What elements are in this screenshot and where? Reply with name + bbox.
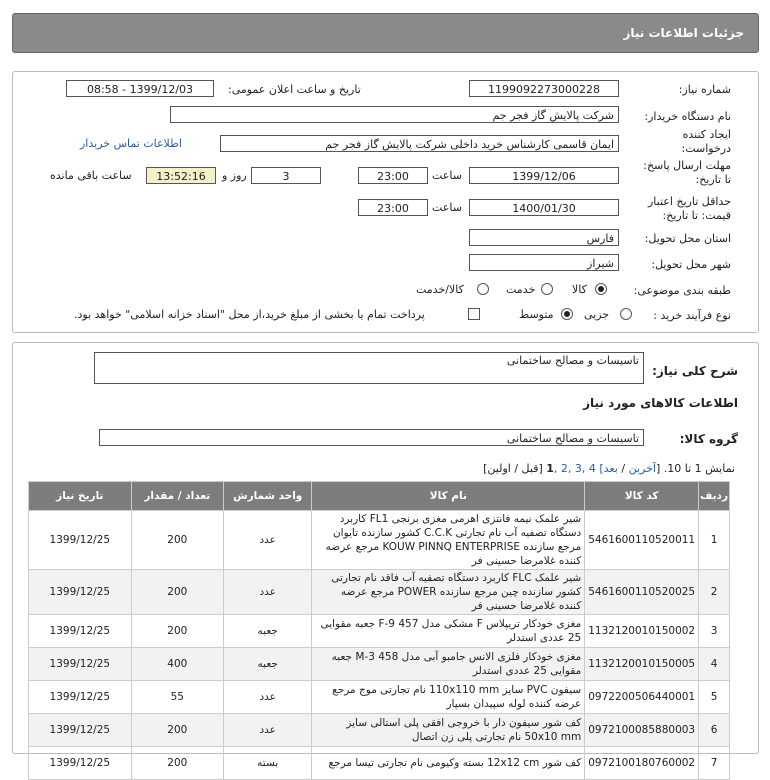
goods-code: 1132120010150002 bbox=[585, 615, 699, 648]
need-date: 1399/12/25 bbox=[29, 714, 132, 747]
goods-name: کف شور 12x12 cm بسته وکیومی نام تجارتی تیسا مرجع bbox=[312, 747, 585, 780]
col-qty-header: تعداد / مقدار bbox=[131, 482, 223, 511]
goods-name: کف شور سیفون دار با خروجی افقی پلی استالی سایز 50x10 mm نام تجارتی پلی زن اتصال bbox=[312, 714, 585, 747]
days-label: روز و bbox=[222, 169, 247, 182]
need-date: 1399/12/25 bbox=[29, 648, 132, 681]
announce-label: تاریخ و ساعت اعلان عمومی: bbox=[228, 83, 361, 96]
category-goods-radio[interactable] bbox=[595, 283, 607, 295]
need-date: 1399/12/25 bbox=[29, 615, 132, 648]
goods-qty: 55 bbox=[131, 681, 223, 714]
col-code-header: کد کالا bbox=[585, 482, 699, 511]
table-row[interactable] bbox=[29, 747, 730, 780]
table-row[interactable] bbox=[29, 570, 730, 615]
row-number: 5 bbox=[699, 681, 730, 714]
buyer-contact-link[interactable]: اطلاعات تماس خریدار bbox=[80, 137, 182, 150]
goods-code: 5461600110520025 bbox=[585, 570, 699, 615]
col-name-header: نام کالا bbox=[312, 482, 585, 511]
category-goods-service-radio[interactable] bbox=[477, 283, 489, 295]
goods-unit: عدد bbox=[223, 511, 312, 570]
announce-field: 1399/12/03 - 08:58 bbox=[66, 80, 214, 97]
goods-name: شیر علمک نیمه فانتزی اهرمی مغزی برنجی FL1 کاربرد دستگاه تصفیه آب نام تجارتی C.C.K کشور سازنده تایوان مرجع سازنده KOUW PINNQ ENTERPRISE مرجع عرضه کننده غلامرضا حسینی فر bbox=[312, 511, 585, 570]
goods-qty: 200 bbox=[131, 615, 223, 648]
goods-qty: 200 bbox=[131, 570, 223, 615]
table-row[interactable] bbox=[29, 615, 730, 648]
remaining-time-field: 13:52:16 bbox=[146, 167, 216, 184]
need-date: 1399/12/25 bbox=[29, 511, 132, 570]
goods-code: 0972200506440001 bbox=[585, 681, 699, 714]
process-medium-radio[interactable] bbox=[561, 308, 573, 320]
need-date: 1399/12/25 bbox=[29, 681, 132, 714]
goods-qty: 200 bbox=[131, 511, 223, 570]
goods-code: 0972100085880003 bbox=[585, 714, 699, 747]
validity-date-field: 1400/01/30 bbox=[469, 199, 619, 216]
deadline-time-label: ساعت bbox=[432, 169, 462, 182]
city-field: شیراز bbox=[469, 254, 619, 271]
goods-info-title: اطلاعات کالاهای مورد نیاز bbox=[583, 396, 738, 410]
goods-table bbox=[28, 481, 730, 780]
col-date-header: تاریخ نیاز bbox=[29, 482, 132, 511]
table-row[interactable] bbox=[29, 714, 730, 747]
need-number-field: 1199092273000228 bbox=[469, 80, 619, 97]
days-field: 3 bbox=[251, 167, 321, 184]
category-goods-service-label: کالا/خدمت bbox=[416, 283, 464, 296]
pager-separator: / bbox=[617, 462, 629, 475]
buyer-label: نام دستگاه خریدار: bbox=[644, 110, 731, 123]
goods-group-field: تاسیسات و مصالح ساختمانی bbox=[99, 429, 644, 446]
table-row[interactable] bbox=[29, 648, 730, 681]
pager-current: 1 bbox=[546, 462, 554, 475]
goods-name: سیفون PVC سایز 110x110 mm نام تجارتی موج مرجع عرضه کننده لوله سپیدان بسپار bbox=[312, 681, 585, 714]
general-description-field: تاسیسات و مصالح ساختمانی bbox=[94, 352, 644, 384]
goods-qty: 200 bbox=[131, 714, 223, 747]
row-number: 6 bbox=[699, 714, 730, 747]
province-label: استان محل تحویل: bbox=[644, 232, 731, 245]
category-label: طبقه بندی موضوعی: bbox=[633, 284, 731, 297]
province-field: فارس bbox=[469, 229, 619, 246]
general-description-label: شرح کلی نیاز: bbox=[652, 364, 738, 378]
category-service-radio[interactable] bbox=[541, 283, 553, 295]
row-number: 7 bbox=[699, 747, 730, 780]
city-label: شهر محل تحویل: bbox=[651, 258, 731, 271]
page-title-bar bbox=[12, 13, 759, 53]
validity-time-field: 23:00 bbox=[358, 199, 428, 216]
category-service-label: خدمت bbox=[506, 283, 536, 296]
deadline-label: مهلت ارسال پاسخ: تا تاریخ: bbox=[643, 159, 731, 186]
treasury-payment-checkbox[interactable] bbox=[468, 308, 480, 320]
row-number: 4 bbox=[699, 648, 730, 681]
creator-label: ایجاد کننده درخواست: bbox=[681, 128, 731, 155]
remaining-label: ساعت باقی مانده bbox=[50, 169, 132, 182]
pager-suffix: [قبل / اولین] bbox=[483, 462, 547, 475]
deadline-date-field: 1399/12/06 bbox=[469, 167, 619, 184]
pager-last-link[interactable]: آخرین bbox=[628, 462, 656, 475]
table-row[interactable] bbox=[29, 511, 730, 570]
page-title: جزئیات اطلاعات نیاز bbox=[623, 26, 744, 40]
need-number-label: شماره نیاز: bbox=[678, 83, 731, 96]
row-number: 2 bbox=[699, 570, 730, 615]
row-number: 3 bbox=[699, 615, 730, 648]
goods-qty: 400 bbox=[131, 648, 223, 681]
goods-qty: 200 bbox=[131, 747, 223, 780]
row-number: 1 bbox=[699, 511, 730, 570]
pager-next-link[interactable]: بعد bbox=[603, 462, 618, 475]
deadline-time-field: 23:00 bbox=[358, 167, 428, 184]
goods-name: شیر علمک FLC کاربرد دستگاه تصفیه آب فاقد نام تجارتی کشور سازنده چین مرجع سازنده POWER مرجع عرضه کننده غلامرضا حسینی فر bbox=[312, 570, 585, 615]
goods-unit: جعبه bbox=[223, 615, 312, 648]
process-minor-label: جزیی bbox=[584, 308, 610, 321]
goods-code: 1132120010150005 bbox=[585, 648, 699, 681]
goods-unit: عدد bbox=[223, 570, 312, 615]
goods-unit: عدد bbox=[223, 681, 312, 714]
process-label: نوع فرآیند خرید : bbox=[653, 309, 731, 322]
need-date: 1399/12/25 bbox=[29, 747, 132, 780]
need-date: 1399/12/25 bbox=[29, 570, 132, 615]
goods-name: مغزی خودکار تریپلاس F مشکی مدل 457 F-9 جعبه مقوایی 25 عددی استدلر bbox=[312, 615, 585, 648]
process-medium-label: متوسط bbox=[519, 308, 554, 321]
pager-prefix: نمایش 1 تا 10. [ bbox=[655, 462, 735, 475]
goods-unit: جعبه bbox=[223, 648, 312, 681]
buyer-field: شرکت پالایش گاز فجر جم bbox=[170, 106, 619, 123]
pager-pages[interactable]: ] 4 ,3 ,2 , bbox=[553, 462, 604, 475]
process-minor-radio[interactable] bbox=[620, 308, 632, 320]
goods-code: 5461600110520011 bbox=[585, 511, 699, 570]
goods-group-label: گروه کالا: bbox=[679, 432, 738, 446]
category-goods-label: کالا bbox=[572, 283, 587, 296]
goods-unit: عدد bbox=[223, 714, 312, 747]
col-row-header: ردیف bbox=[699, 482, 730, 511]
table-header-row bbox=[29, 482, 730, 511]
validity-label: حداقل تاریخ اعتبار قیمت: تا تاریخ: bbox=[647, 195, 731, 222]
table-row[interactable] bbox=[29, 681, 730, 714]
goods-code: 0972100180760002 bbox=[585, 747, 699, 780]
treasury-payment-note: پرداخت تمام یا بخشی از مبلغ خرید،از محل "اسناد خزانه اسلامی" خواهد بود. bbox=[74, 308, 425, 321]
goods-unit: بسته bbox=[223, 747, 312, 780]
col-unit-header: واحد شمارش bbox=[223, 482, 312, 511]
creator-field: ایمان قاسمی کارشناس خرید داخلی شرکت پالایش گاز فجر جم bbox=[220, 135, 619, 152]
validity-time-label: ساعت bbox=[432, 201, 462, 214]
goods-name: مغزی خودکار فلزی الانس جامبو آبی مدل 458 M-3 جعبه مقوایی 25 عددی استدلر bbox=[312, 648, 585, 681]
pager bbox=[483, 462, 735, 475]
